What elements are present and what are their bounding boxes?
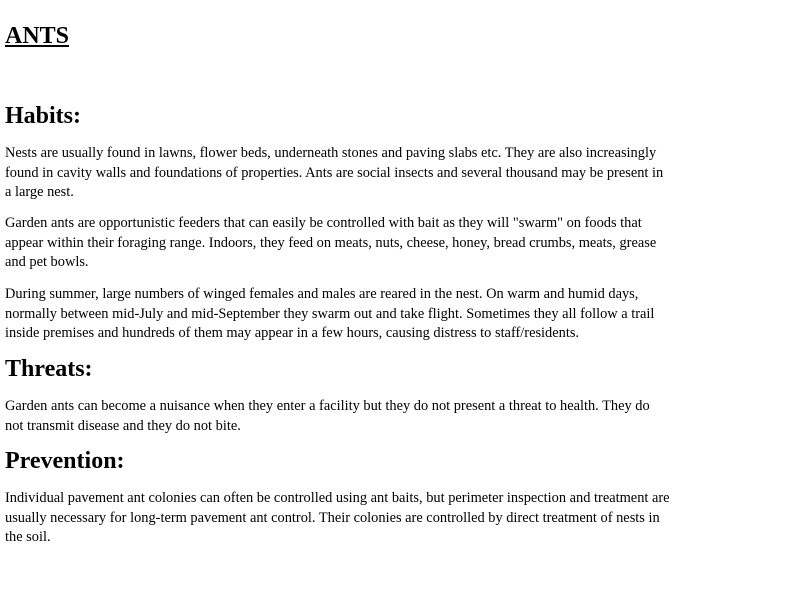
section-heading-threats: Threats: bbox=[5, 356, 93, 382]
section-heading-prevention: Prevention: bbox=[5, 448, 125, 474]
habits-paragraph-feeding: Garden ants are opportunistic feeders that can easily be controlled with bait as they will "swarm" on foods that appear within their foraging range. Indoors, they feed on meats, nuts, cheese, honey, bread crumbs, meats, grease and pet bowls. bbox=[5, 215, 657, 270]
prevention-paragraph: Individual pavement ant colonies can often be controlled using ant baits, but perimeter inspection and treatment are usually necessary for long-term pavement ant control. Their colonies are controlled by direct treatment of nests in the soil. bbox=[5, 490, 670, 545]
page-title: ANTS bbox=[5, 23, 70, 49]
habits-paragraph-nests: Nests are usually found in lawns, flower beds, underneath stones and paving slabs etc. They are also increasingly found in cavity walls and foundations of properties. Ants are social insects and several thousand may be present in a large nest. bbox=[5, 145, 664, 200]
section-heading-habits: Habits: bbox=[5, 103, 82, 129]
threats-paragraph: Garden ants can become a nuisance when they enter a facility but they do not present a threat to health. They do not transmit disease and they do not bite. bbox=[5, 398, 650, 434]
habits-paragraph-swarming: During summer, large numbers of winged females and males are reared in the nest. On warm and humid days, normally between mid-July and mid-September they swarm out and take flight. Sometimes they all follow a trail inside premises and hundreds of them may appear in a few hours, causing distress to staff/residents. bbox=[5, 286, 655, 341]
